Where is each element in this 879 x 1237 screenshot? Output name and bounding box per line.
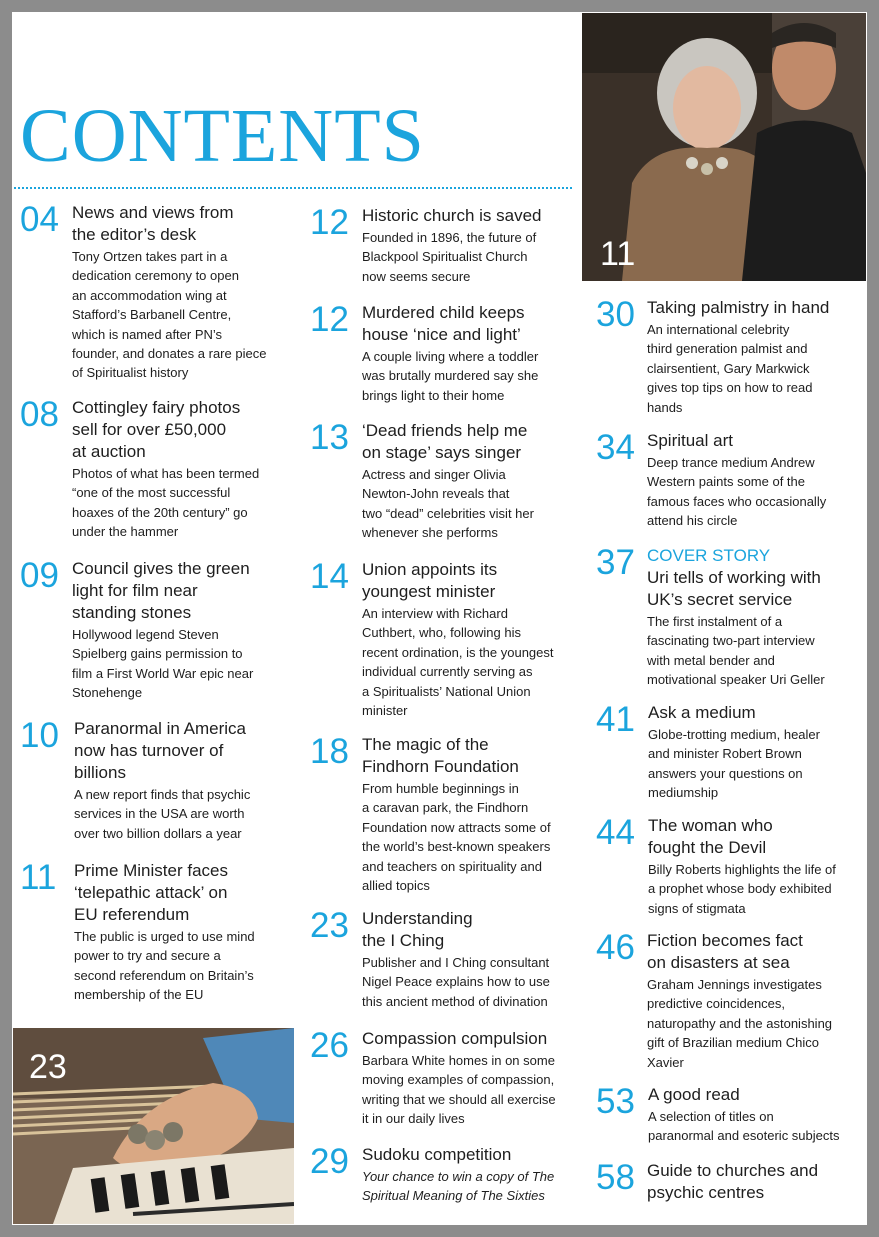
entry-headline: Uri tells of working with UK’s secret service [647,568,821,609]
entry-page-number: 18 [310,732,349,771]
entry-headline: Spiritual art [647,431,733,450]
entry-headline: Compassion compulsion [362,1029,548,1048]
entry-headline: Historic church is saved [362,206,542,225]
entry-headline: ‘Dead friends help me on stage’ says singer [362,421,528,462]
entry-description: An international celebrity third generation palmist and clairsentient, Gary Markwick gives top tips on how to read hands [647,322,813,415]
entry-page-number: 10 [20,716,59,755]
entry-headline: Taking palmistry in hand [647,298,830,317]
entry-description: Barbara White homes in on some moving examples of compassion, writing that we should all exercise it in our daily lives [362,1053,556,1127]
entry-description: Your chance to win a copy of The Spiritual Meaning of The Sixties [362,1169,555,1204]
entry-headline: Union appoints its youngest minister [362,560,498,601]
entry-page-number: 04 [20,200,59,239]
entry-page-number: 37 [596,543,635,582]
entry-headline: Understanding the I Ching [362,909,473,950]
entry-page-number: 44 [596,813,635,852]
i-ching-photo [13,1028,294,1224]
entry-description: Hollywood legend Steven Spielberg gains permission to film a First World War epic near Stonehenge [72,627,254,701]
entry-headline: Guide to churches and psychic centres [647,1161,819,1202]
entry-description: A couple living where a toddler was brutally murdered say she brings light to their home [362,349,539,403]
entry-headline: Paranormal in America now has turnover of billions [74,719,246,782]
entry-description: Graham Jennings investigates predictive coincidences, naturopathy and the astonishing gift of Brazilian medium Chico Xavier [647,977,833,1070]
entry-headline: Fiction becomes fact on disasters at sea [647,931,803,972]
entry-page-number: 34 [596,428,635,467]
entry-description: Photos of what has been termed “one of the most successful hoaxes of the 20th century” go under the hammer [72,466,260,540]
entry-description: The public is urged to use mind power to try and secure a second referendum on Britain’s membership of the EU [74,929,255,1003]
entry-page-number: 12 [310,203,349,242]
entry-page-number: 29 [310,1142,349,1181]
photo-page-number: 23 [29,1048,67,1086]
entry-page-number: 30 [596,295,635,334]
entry-headline: Cottingley fairy photos sell for over £50,000 at auction [72,398,241,461]
entry-page-number: 09 [20,556,59,595]
entry-headline: The woman who fought the Devil [648,816,773,857]
photo-page-number: 11 [600,235,636,273]
entry-page-number: 23 [310,906,349,945]
entry-page-number: 26 [310,1026,349,1065]
entry-description: An interview with Richard Cuthbert, who, following his recent ordination, is the youngest individual currently serving as a Spiritualists’ National Union minister [362,606,554,719]
entry-description: Tony Ortzen takes part in a dedication ceremony to open an accommodation wing at Stafford’s Barbanell Centre, which is named after PN’s founder, and donates a rare piece of Spiritualist history [72,249,267,381]
entry-description: A selection of titles on paranormal and esoteric subjects [648,1109,840,1144]
entry-page-number: 14 [310,557,349,596]
entry-headline: Sudoku competition [362,1145,512,1164]
entry-headline: A good read [648,1085,740,1104]
page-title: CONTENTS [20,94,425,178]
entry-description: Actress and singer Olivia Newton-John reveals that two “dead” celebrities visit her whenever she performs [362,467,534,541]
cover-photo [582,13,866,281]
entry-description: Globe-trotting medium, healer and minister Robert Brown answers your questions on mediumship [648,727,820,801]
entry-description: Publisher and I Ching consultant Nigel Peace explains how to use this ancient method of divination [362,955,550,1009]
entry-description: A new report finds that psychic services in the USA are worth over two billion dollars a year [74,787,251,841]
entry-headline: News and views from the editor’s desk [72,203,234,244]
entry-description: Founded in 1896, the future of Blackpool Spiritualist Church now seems secure [362,230,537,284]
entry-page-number: 53 [596,1082,635,1121]
entry-description: Billy Roberts highlights the life of a prophet whose body exhibited signs of stigmata [648,862,836,916]
entry-headline: Prime Minister faces ‘telepathic attack’ on EU referendum [74,861,228,924]
contents-page [12,12,867,1225]
entry-headline: Murdered child keeps house ‘nice and light’ [362,303,525,344]
entry-headline: Council gives the green light for film near standing stones [72,559,250,622]
entry-description: From humble beginnings in a caravan park, the Findhorn Foundation now attracts some of the world’s best-known speakers and teachers on spirituality and allied topics [362,781,551,894]
entry-headline: Ask a medium [648,703,756,722]
entry-page-number: 46 [596,928,635,967]
entry-description: Deep trance medium Andrew Western paints some of the famous faces who occasionally attend his circle [647,455,827,529]
entry-page-number: 08 [20,395,59,434]
entry-page-number: 58 [596,1158,635,1197]
entry-headline: The magic of the Findhorn Foundation [362,735,519,776]
entry-page-number: 13 [310,418,349,457]
entry-page-number: 41 [596,700,635,739]
entry-page-number: 11 [20,858,57,897]
entry-page-number: 12 [310,300,349,339]
dotted-divider [14,187,572,189]
entry-description: The first instalment of a fascinating two-part interview with metal bender and motivational speaker Uri Geller [647,614,825,688]
cover-story-label: COVER STORY [647,546,771,565]
